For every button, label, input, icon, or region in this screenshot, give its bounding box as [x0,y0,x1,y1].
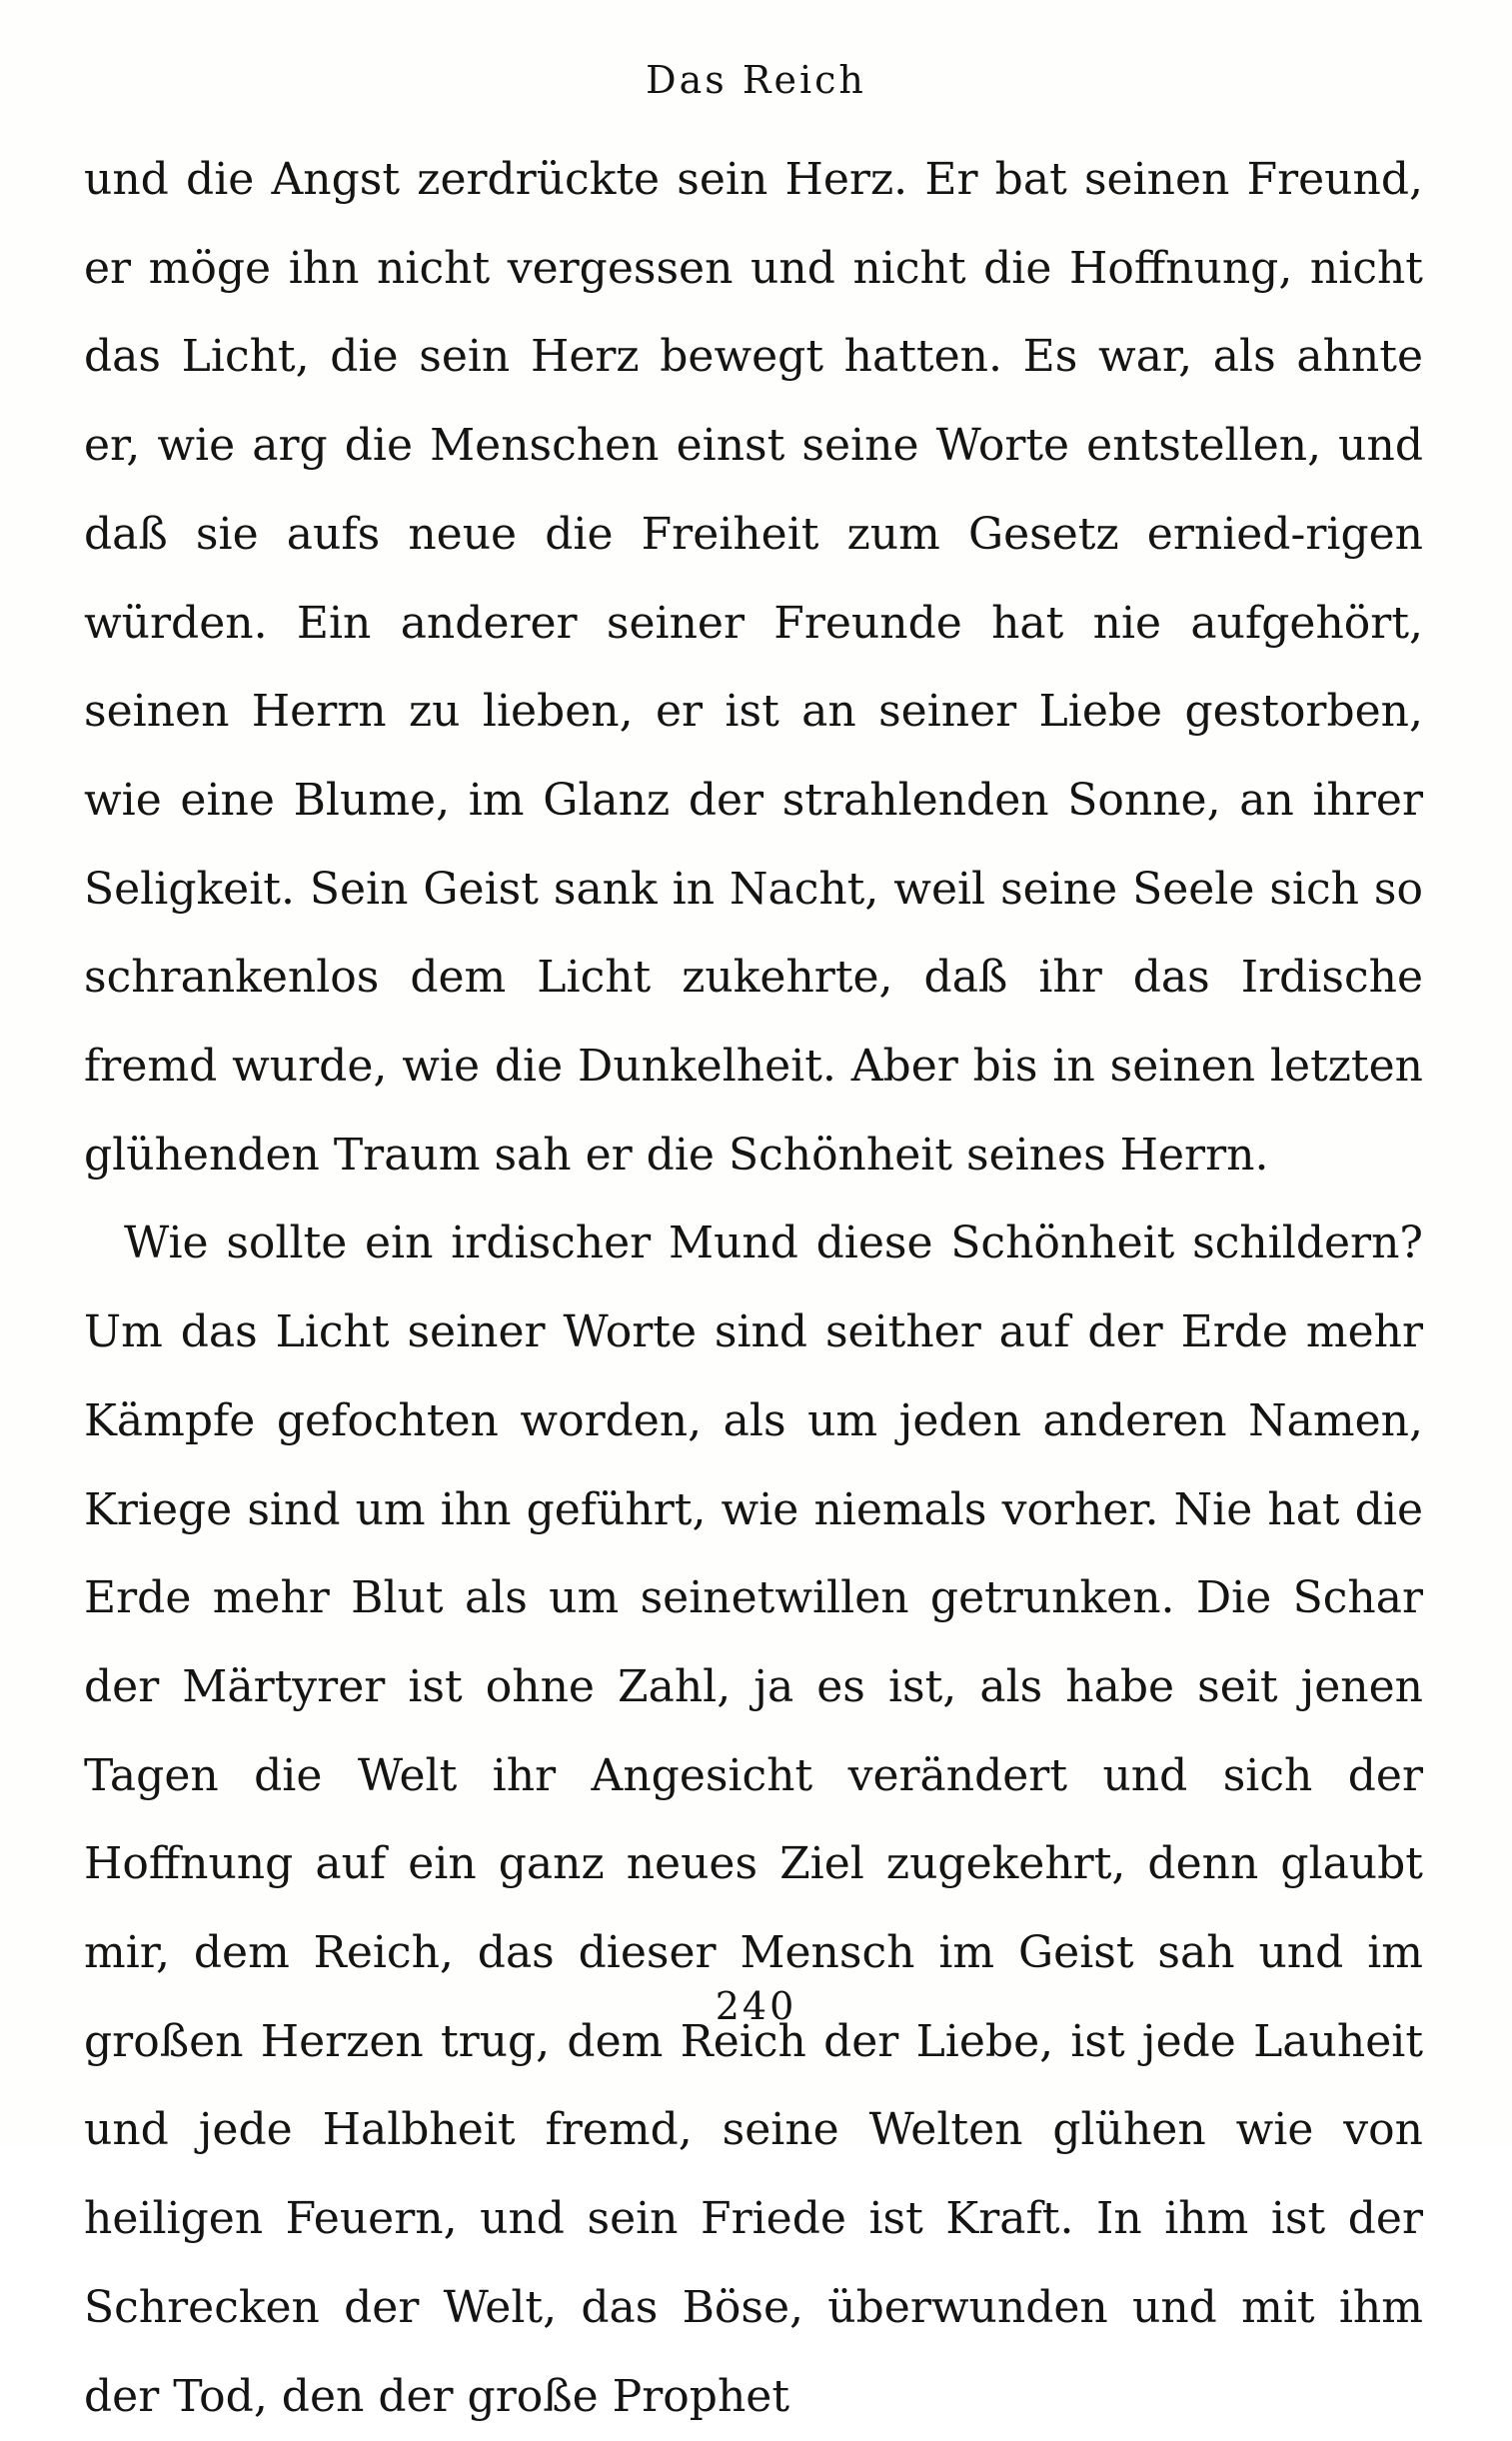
page-number: 240 [715,1984,797,2028]
paragraph-2: Wie sollte ein irdischer Mund diese Schönheit schildern? Um das Licht seiner Worte sind seither auf der Erde mehr Kämpfe gefochten worden, als um jeden anderen Namen, Kriege sind um ihn geführt, wie niemals vorher. Nie hat die Erde mehr Blut als um seinetwillen getrunken. Die Schar der Märtyrer ist ohne Zahl, ja es ist, als habe seit jenen Tagen die Welt ihr Angesicht verändert und sich der Hoffnung auf ein ganz neues Ziel zugekehrt, denn glaubt mir, dem Reich, das dieser Mensch im Geist sah und im großen Herzen trug, dem Reich der Liebe, ist jede Lauheit und jede Halbheit fremd, seine Welten glühen wie von heiligen Feuern, und sein Friede ist Kraft. In ihm ist der Schrecken der Welt, das Böse, überwunden und mit ihm der Tod, den der große Prophet [84,1218,1423,2422]
paragraph-1: und die Angst zerdrückte sein Herz. Er bat seinen Freund, er möge ihn nicht vergessen und nicht die Hoffnung, nicht das Licht, die sein Herz bewegt hatten. Es war, als ahnte er, wie arg die Menschen einst seine Worte entstellen, und daß sie aufs neue die Freiheit zum Gesetz ernied-rigen würden. Ein anderer seiner Freunde hat nie aufgehört, seinen Herrn zu lieben, er ist an seiner Liebe gestorben, wie eine Blume, im Glanz der strahlenden Sonne, an ihrer Seligkeit. Sein Geist sank in Nacht, weil seine Seele sich so schrankenlos dem Licht zukehrte, daß ihr das Irdische fremd wurde, wie die Dunkelheit. Aber bis in seinen letzten glühenden Traum sah er die Schönheit seines Herrn. [84,154,1423,1181]
body-text [84,136,1423,2441]
running-head: Das Reich [646,58,866,102]
